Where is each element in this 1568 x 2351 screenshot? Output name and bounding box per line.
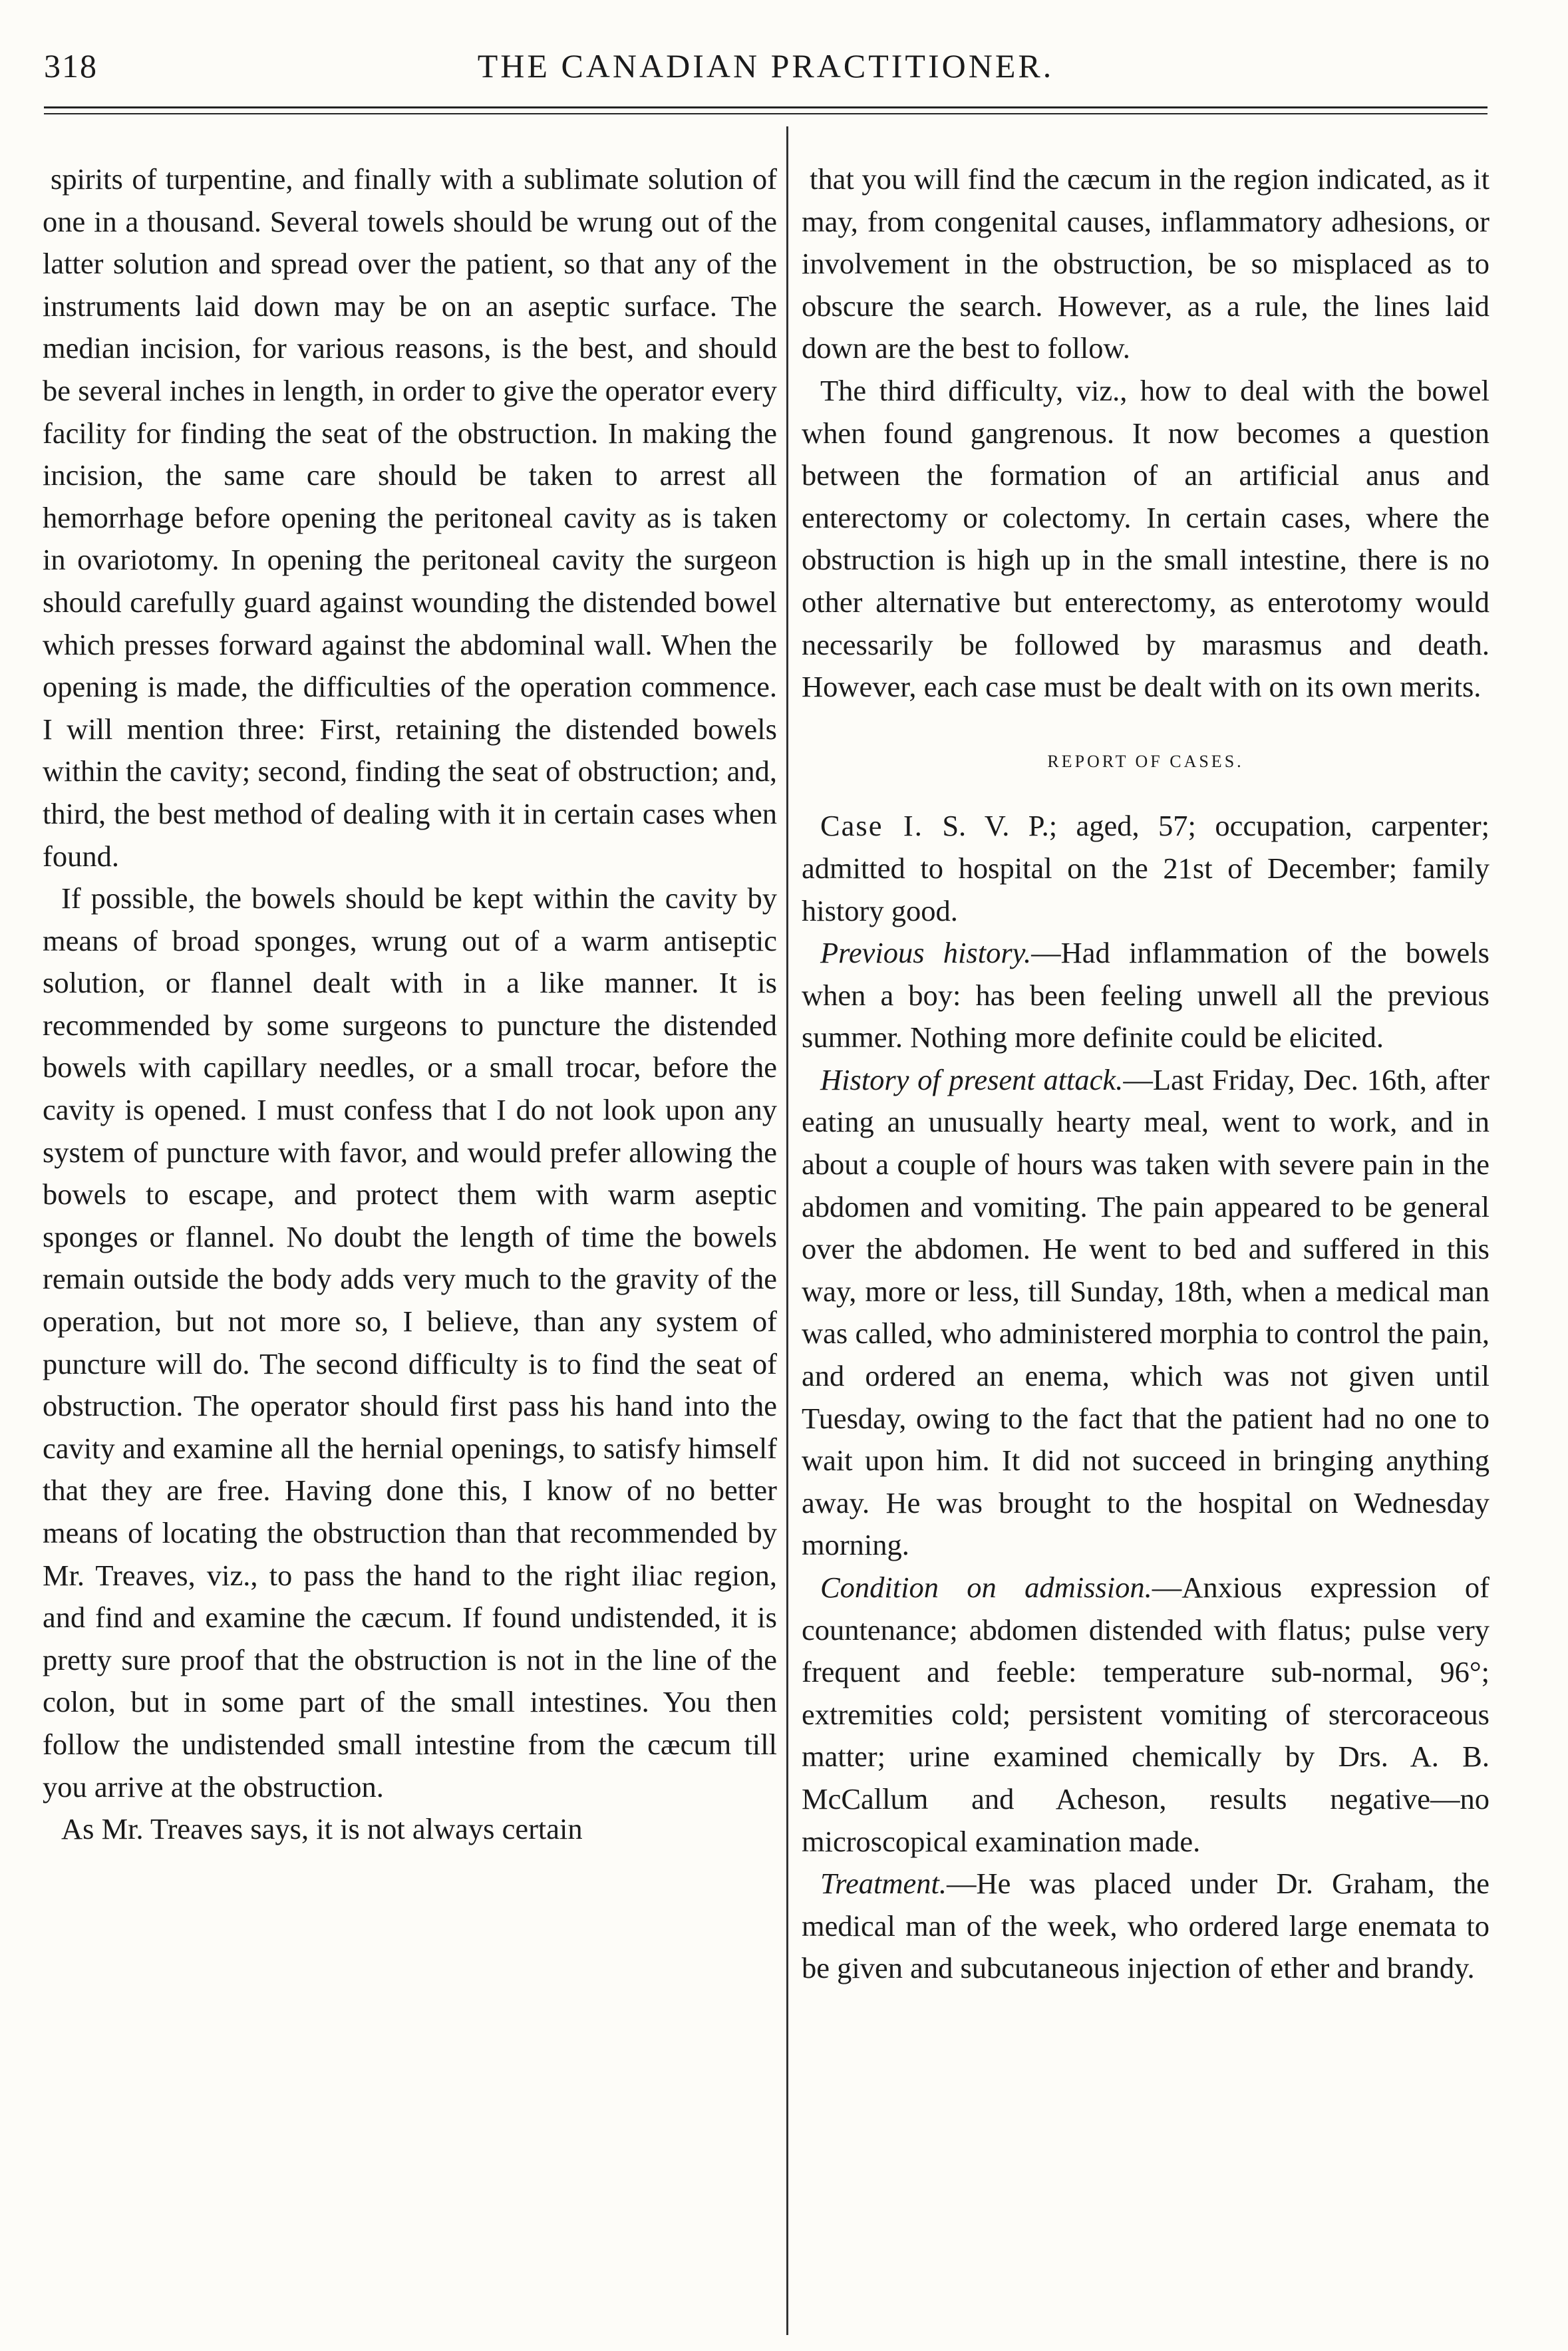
treatment-label: Treatment.	[820, 1867, 947, 1901]
header-rule-bottom	[44, 113, 1488, 114]
column-divider	[786, 126, 788, 2335]
page-number: 318	[44, 47, 98, 84]
paragraph: that you will find the cæcum in the region indicated, as it may, from congenital causes, inflammatory adhesions, or involvement in the obstruction, be so misplaced as to obscure the search. However, as a rule, the lines laid down are the best to follow.	[802, 162, 1490, 365]
section-heading: REPORT OF CASES.	[1047, 751, 1244, 771]
treatment-text: —He was placed under Dr. Graham, the medical man of the week, who ordered large enemata to be given and subcutaneous injection of ether and brandy.	[802, 1867, 1490, 1985]
case-paragraph	[802, 805, 1490, 932]
previous-history-label: Previous history.	[820, 936, 1032, 970]
previous-history-paragraph	[802, 932, 1490, 1059]
condition-text: —Anxious expression of countenance; abdomen distended with flatus; pulse very frequent and feeble: temperature sub-normal, 96°; extremities cold; persistent vomiting of stercoraceous matter; urine examined chemically by Drs. A. B. McCallum and Acheson, results negative—no microscopical examination made.	[802, 1571, 1490, 1858]
paragraph: As Mr. Treaves says, it is not always certain	[61, 1812, 583, 1846]
header-rule-top	[44, 106, 1488, 108]
paragraph: The third difficulty, viz., how to deal with the bowel when found gangrenous. It now becomes a question between the formation of an artificial anus and enterectomy or colectomy. In certain cases, where the obstruction is high up in the small intestine, there is no other alternative but enterectomy, as enterotomy would necessarily be followed by marasmus and death. However, each case must be dealt with on its own merits.	[802, 373, 1490, 704]
right-column	[802, 158, 1490, 1990]
paragraph: If possible, the bowels should be kept within the cavity by means of broad sponges, wrung out of a warm antiseptic solution, or flannel dealt with in a like manner. It is recommended by some surgeons to puncture the distended bowels with capillary needles, or a small trocar, before the cavity is opened. I must confess that I do not look upon any system of puncture with favor, and would prefer allowing the bowels to escape, and protect them with warm aseptic sponges or flannel. No doubt the length of time the bowels remain outside the body adds very much to the gravity of the operation, but not more so, I believe, than any system of puncture will do. The second difficulty is to find the seat of obstruction. The operator should first pass his hand into the cavity and examine all the hernial openings, to satisfy himself that they are free. Having done this, I know of no better means of locating the obstruction than that recommended by Mr. Treaves, viz., to pass the hand to the right iliac region, and find and examine the cæcum. If found undistended, it is pretty sure proof that the obstruction is not in the line of the colon, but in some part of the small intestines. You then follow the undistended small intestine from the cæcum till you arrive at the obstruction.	[43, 881, 777, 1803]
condition-label: Condition on admission.	[820, 1571, 1152, 1604]
page-header	[44, 47, 1488, 98]
case-label: Case I.	[820, 809, 923, 843]
present-attack-paragraph	[802, 1059, 1490, 1567]
previous-history-text: —Had inflammation of the bowels when a boy: has been feeling unwell all the previous summer. Nothing more definite could be elicited.	[802, 936, 1490, 1054]
running-title: THE CANADIAN PRACTITIONER.	[477, 47, 1054, 84]
case-intro: S. V. P.; aged, 57; occupation, carpenter; admitted to hospital on the 21st of December; family history good.	[802, 809, 1490, 927]
left-column	[43, 158, 777, 1851]
treatment-paragraph	[802, 1863, 1490, 1990]
present-attack-label: History of present attack.	[820, 1062, 1124, 1096]
present-attack-text: —Last Friday, Dec. 16th, after eating an unusually hearty meal, went to work, and in about a couple of hours was taken with severe pain in the abdomen and vomiting. The pain appeared to be general over the abdomen. He went to bed and suffered in this way, more or less, till Sunday, 18th, when a medical man was called, who administered morphia to control the pain, and ordered an enema, which was not given until Tuesday, owing to the fact that the patient had no one to wait upon him. It did not succeed in bringing anything away. He was brought to the hospital on Wednesday morning.	[802, 1062, 1490, 1562]
paragraph: spirits of turpentine, and finally with a sublimate solution of one in a thousand. Several towels should be wrung out of the latter solution and spread over the patient, so that any of the instruments laid down may be on an aseptic surface. The median incision, for various reasons, is the best, and should be several inches in length, in order to give the operator every facility for finding the seat of the obstruction. In making the incision, the same care should be taken to arrest all hemorrhage before opening the peritoneal cavity as is taken in ovariotomy. In opening the peritoneal cavity the surgeon should carefully guard against wounding the distended bowel which presses forward against the abdominal wall. When the opening is made, the difficulties of the operation commence. I will mention three: First, retaining the distended bowels within the cavity; second, finding the seat of obstruction; and, third, the best method of dealing with it in certain cases when found.	[43, 162, 777, 873]
condition-paragraph	[802, 1567, 1490, 1863]
